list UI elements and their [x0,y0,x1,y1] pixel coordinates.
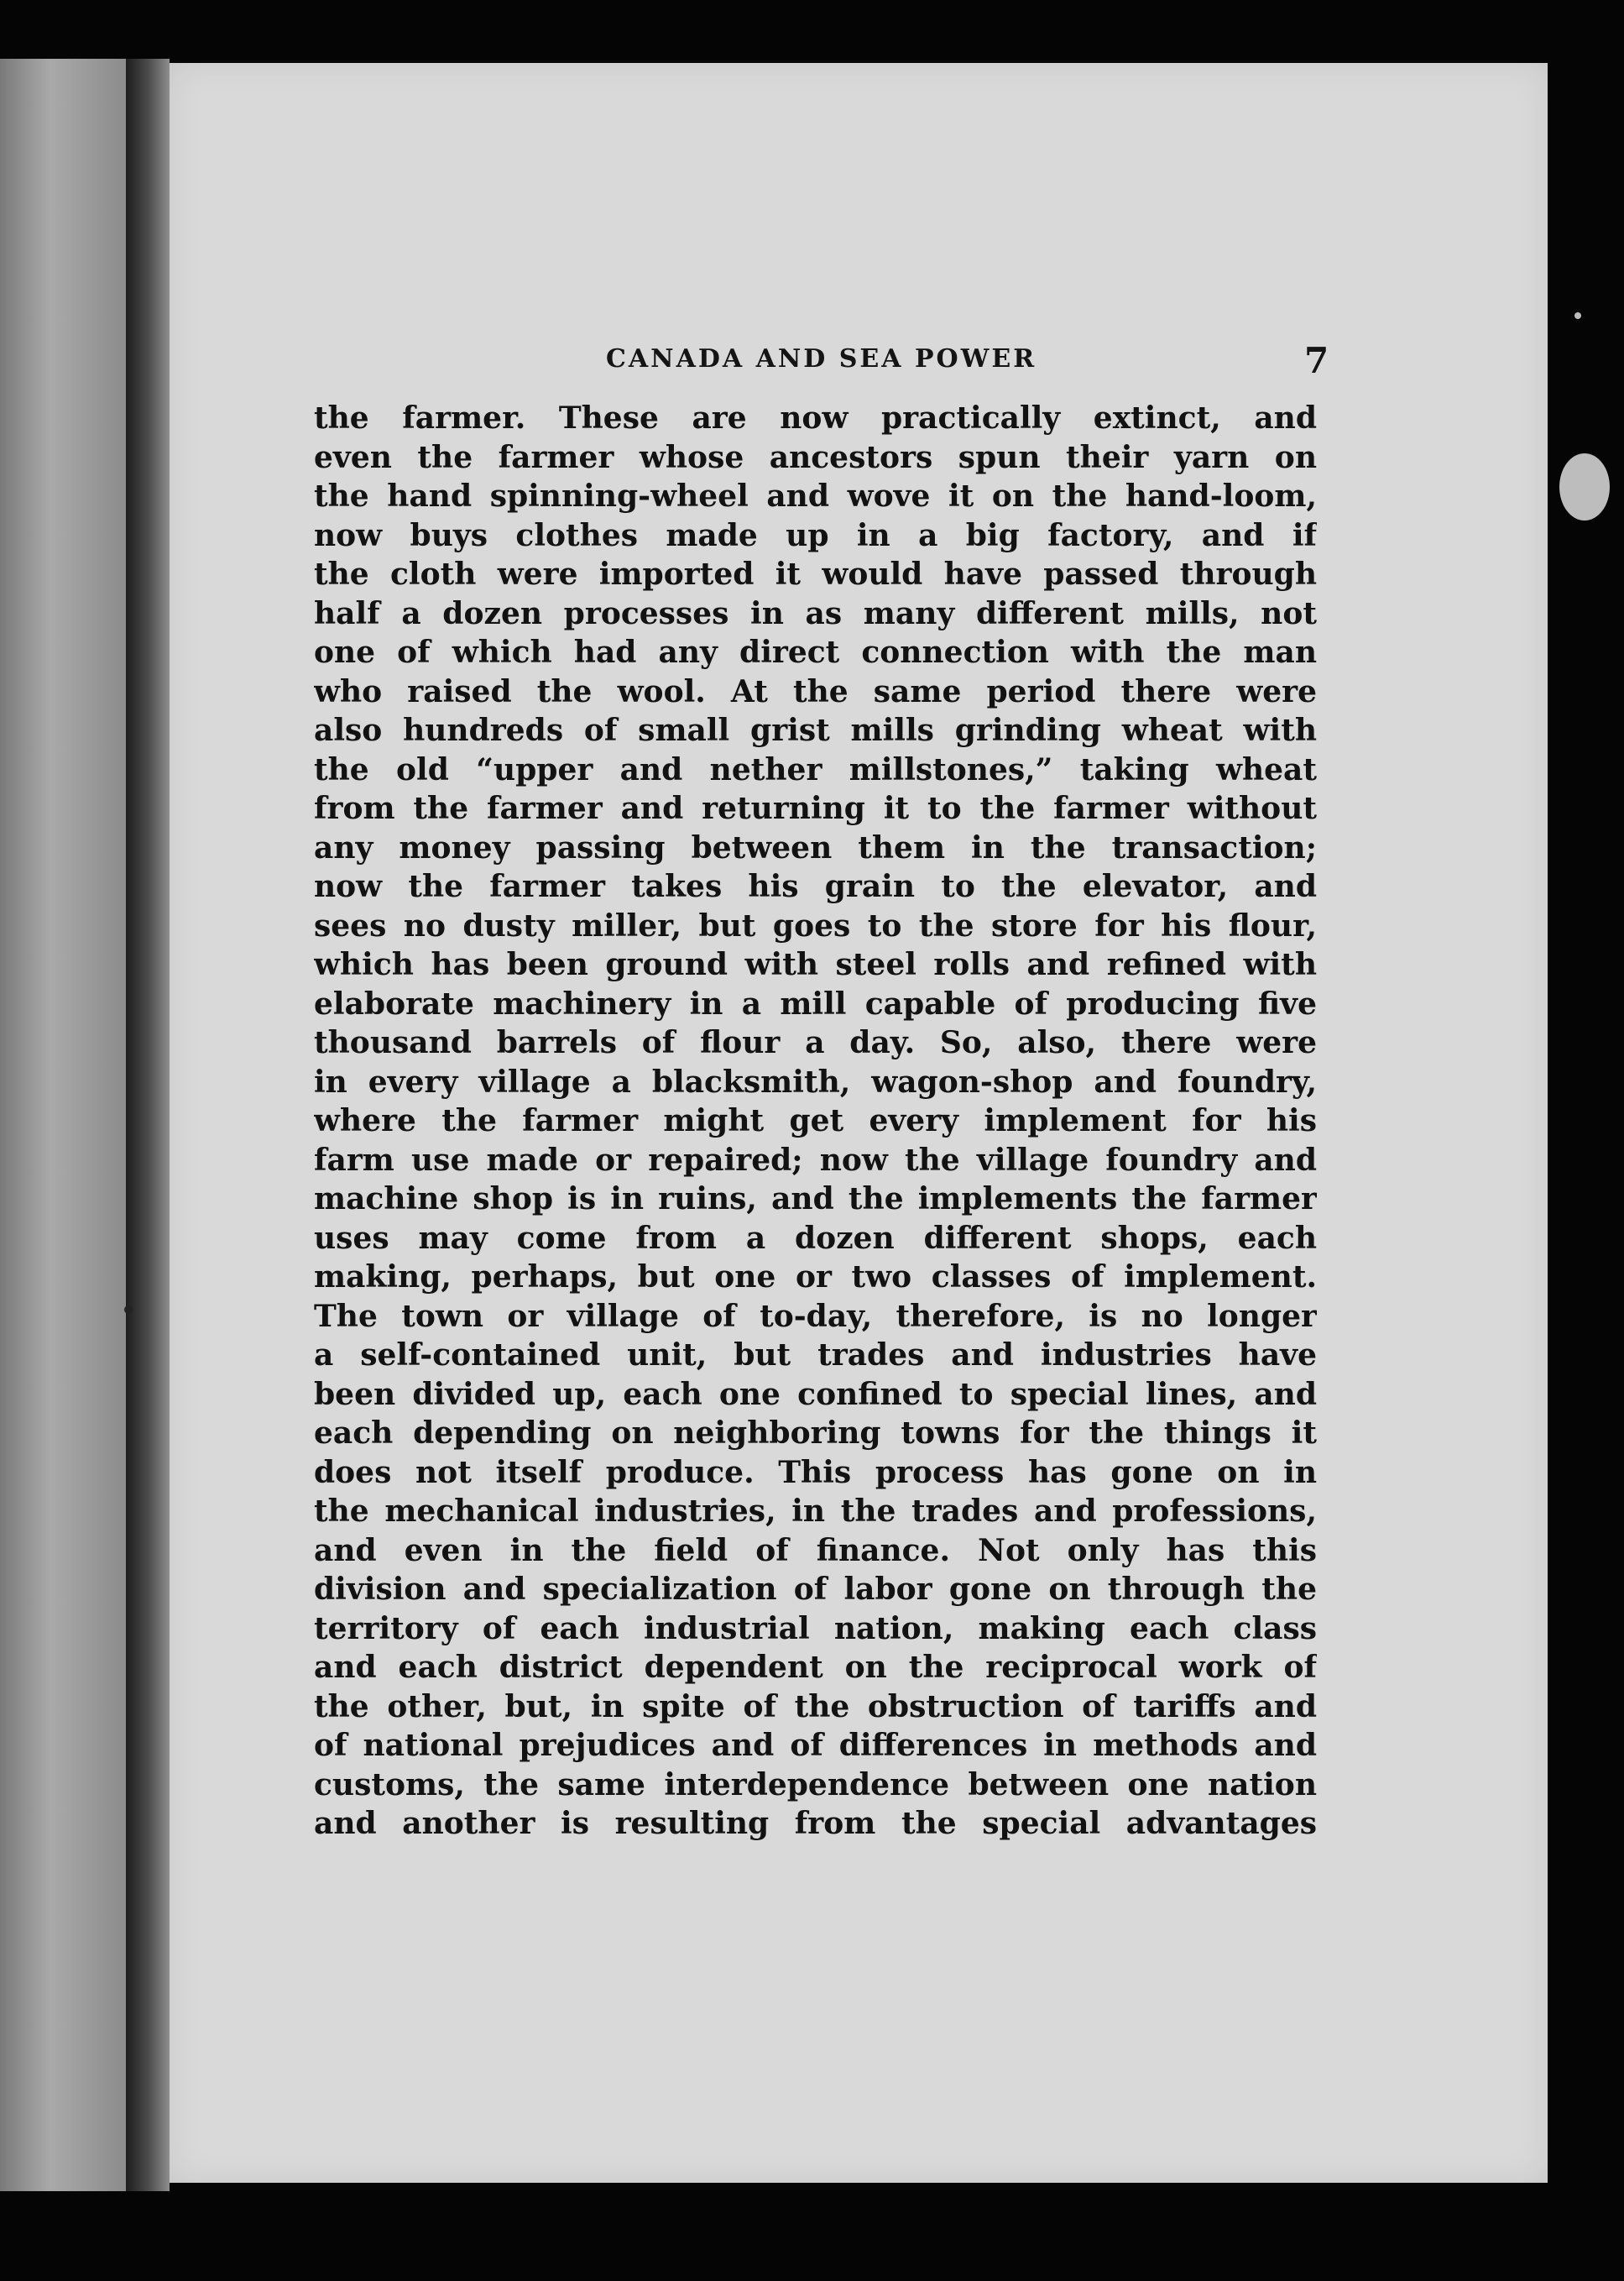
text-line: half a dozen processes in as many different mills, not [314,595,1317,631]
text-line: a self-contained unit, but trades and industries have [314,1337,1317,1373]
text-line: been divided up, each one confined to special lines, and [314,1376,1317,1412]
text-line: uses may come from a dozen different shops, each [314,1220,1317,1256]
text-line: now the farmer takes his grain to the elevator, and [314,869,1317,904]
text-line: from the farmer and returning it to the farmer without [314,791,1317,826]
text-line: in every village a blacksmith, wagon-shop and foundry, [314,1064,1317,1100]
text-line: one of which had any direct connection with the man [314,635,1317,670]
text-line: the hand spinning-wheel and wove it on the hand-loom, [314,479,1317,514]
scan-speck [1574,312,1581,319]
text-line: the cloth were imported it would have passed through [314,557,1317,592]
text-line: The town or village of to-day, therefore, is no longer [314,1298,1317,1334]
text-line: where the farmer might get every implement for his [314,1103,1317,1138]
text-line: which has been ground with steel rolls and refined with [314,947,1317,982]
text-line: and another is resulting from the special advantages [314,1806,1317,1841]
text-line: the farmer. These are now practically extinct, and [314,400,1317,436]
text-line: customs, the same interdependence between one nation [314,1766,1317,1802]
text-line: even the farmer whose ancestors spun their yarn on [314,439,1317,475]
text-line: of national prejudices and of differences in methods and [314,1728,1317,1763]
text-line: territory of each industrial nation, making each class [314,1610,1317,1646]
text-line: each depending on neighboring towns for the things it [314,1415,1317,1451]
text-line: the old “upper and nether millstones,” taking wheat [314,751,1317,787]
page-number: 7 [1304,340,1329,381]
book-gutter [126,59,170,2191]
text-line: machine shop is in ruins, and the implements the farmer [314,1181,1317,1216]
text-line: and even in the field of finance. Not only has this [314,1532,1317,1568]
book-page [170,63,1548,2183]
running-head: CANADA AND SEA POWER [606,344,1037,374]
text-line: now buys clothes made up in a big factory, and if [314,517,1317,553]
scan-speck [1559,453,1610,521]
scan-speck [124,1305,133,1314]
body-text [314,399,1317,1844]
facing-page-edge [0,59,126,2191]
text-line: who raised the wool. At the same period there were [314,673,1317,709]
text-line: also hundreds of small grist mills grinding wheat with [314,713,1317,748]
text-line: sees no dusty miller, but goes to the store for his flour, [314,908,1317,944]
text-line: the mechanical industries, in the trades and professions, [314,1494,1317,1529]
text-line: making, perhaps, but one or two classes of implement. [314,1259,1317,1295]
text-line: and each district dependent on the reciprocal work of [314,1650,1317,1685]
text-line: thousand barrels of flour a day. So, also, there were [314,1025,1317,1060]
text-line: does not itself produce. This process has gone on in [314,1454,1317,1490]
text-line: division and specialization of labor gone on through the [314,1572,1317,1607]
text-line: any money passing between them in the transaction; [314,829,1317,866]
text-line: elaborate machinery in a mill capable of producing five [314,986,1317,1022]
text-line: the other, but, in spite of the obstruction of tariffs and [314,1688,1317,1724]
text-line: farm use made or repaired; now the village foundry and [314,1142,1317,1178]
